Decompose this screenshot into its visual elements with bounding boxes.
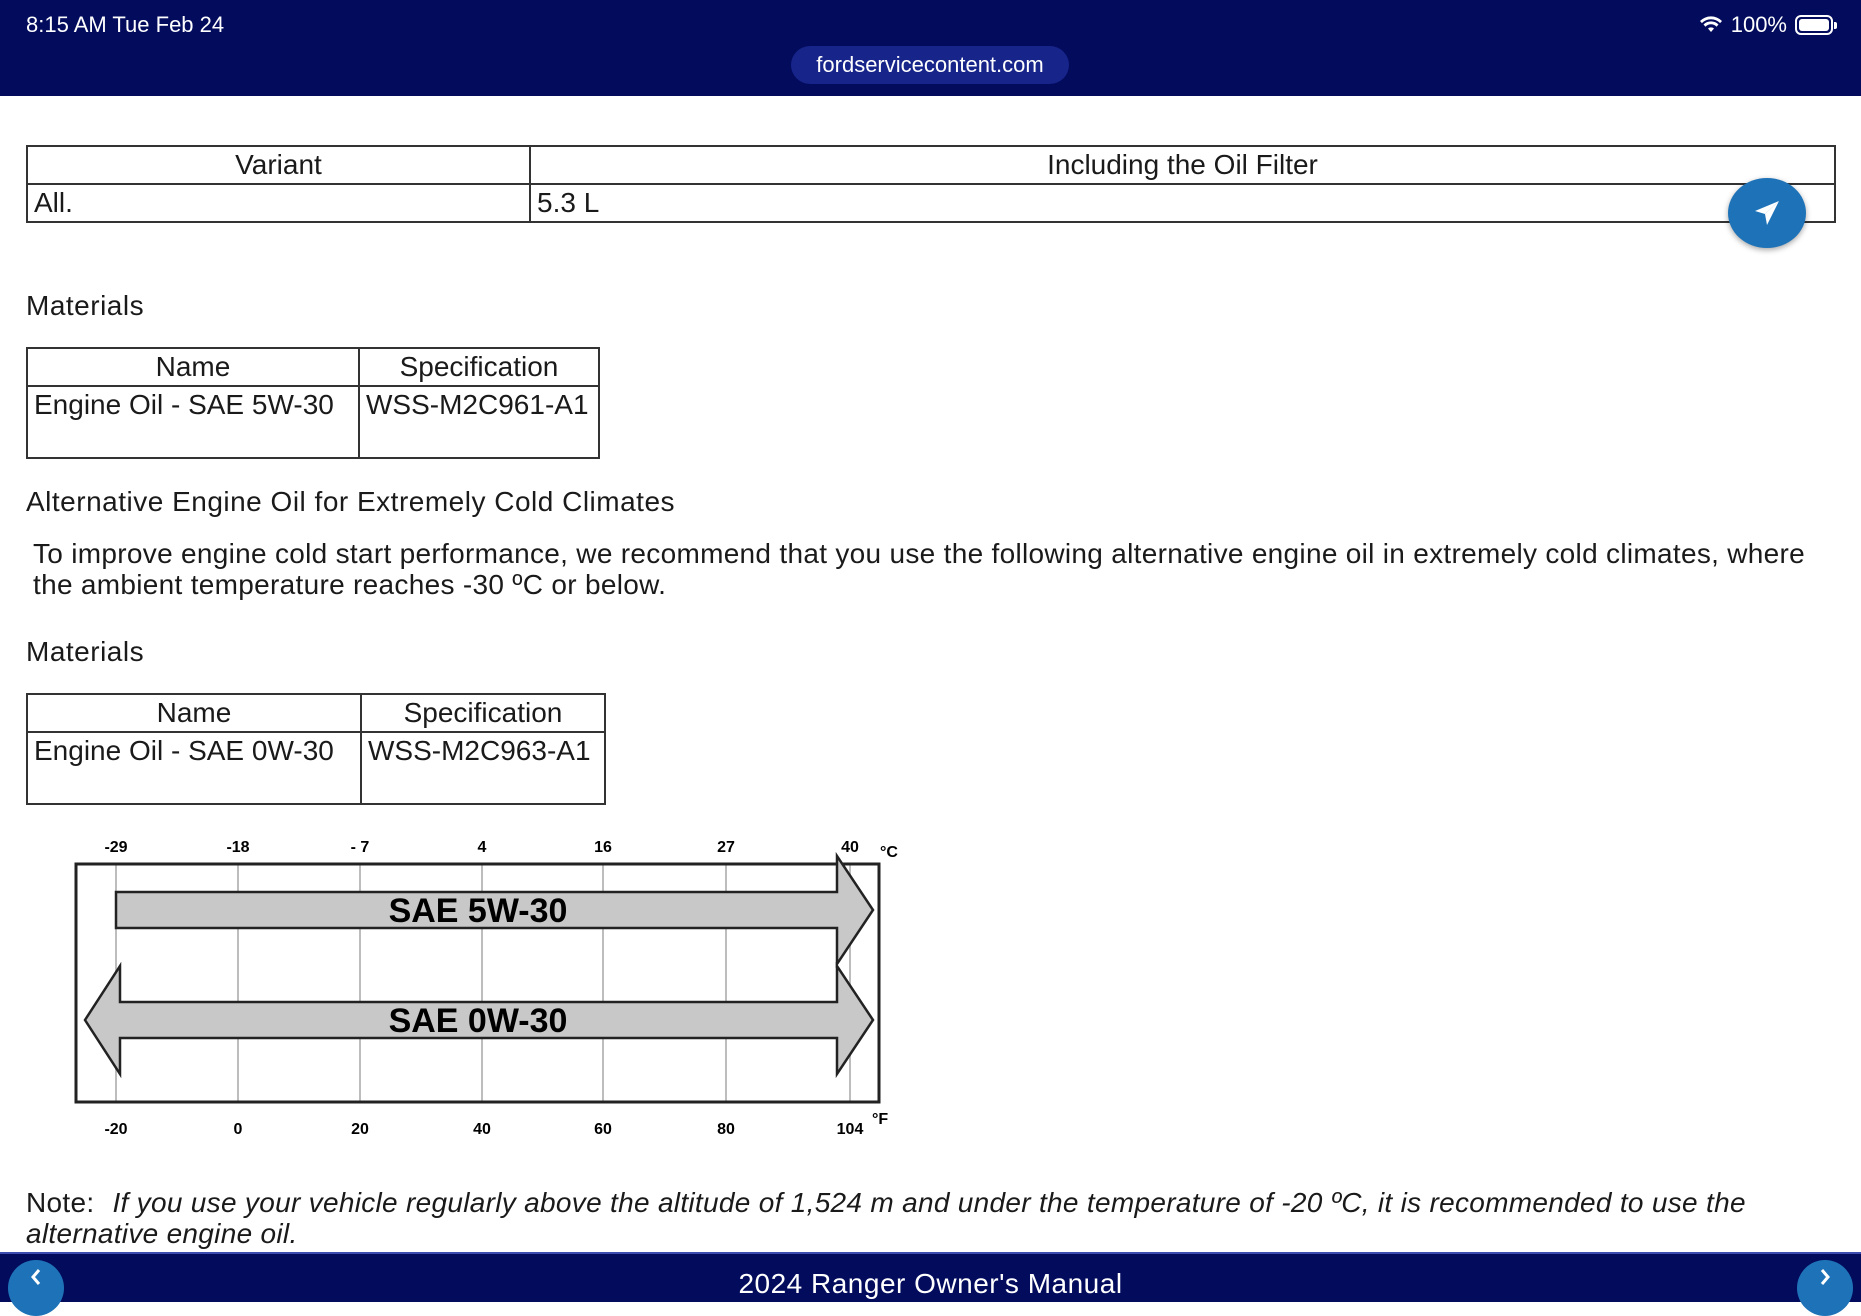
battery-icon bbox=[1795, 15, 1833, 35]
celsius-tick-label: 27 bbox=[717, 839, 735, 856]
table-cell: WSS-M2C963-A1 bbox=[361, 732, 605, 804]
viscosity-chart bbox=[70, 832, 910, 1142]
celsius-tick-label: -29 bbox=[104, 839, 128, 856]
celsius-tick-label: - 7 bbox=[350, 839, 370, 856]
table-cell: Engine Oil - SAE 0W-30 bbox=[27, 732, 361, 804]
celsius-tick-label: 40 bbox=[841, 839, 859, 856]
next-page-button[interactable] bbox=[1797, 1260, 1853, 1316]
fahrenheit-tick-label: 104 bbox=[836, 1121, 864, 1138]
fahrenheit-tick-label: 20 bbox=[351, 1121, 369, 1138]
bottom-nav-bar bbox=[0, 1252, 1861, 1302]
table-header-row bbox=[27, 146, 1835, 184]
fahrenheit-tick-label: 60 bbox=[594, 1121, 612, 1138]
table-cell: WSS-M2C961-A1 bbox=[359, 386, 599, 458]
celsius-unit-label: °C bbox=[880, 844, 898, 861]
status-time: 8:15 AM Tue Feb 24 bbox=[26, 12, 225, 37]
table-header: Name bbox=[27, 694, 361, 732]
note-text: If you use your vehicle regularly above the altitude of 1,524 m and under the temperature of -20 ºC, it is recommended to use the alternative engine oil. bbox=[26, 1187, 1746, 1249]
table-cell: All. bbox=[27, 184, 530, 222]
chevron-right-icon bbox=[1815, 1260, 1835, 1290]
table-header: Including the Oil Filter bbox=[530, 146, 1835, 184]
table-row bbox=[27, 732, 605, 804]
oil-range-label: SAE 5W-30 bbox=[388, 892, 568, 930]
table-header: Specification bbox=[361, 694, 605, 732]
note-label: Note: bbox=[26, 1187, 95, 1218]
url-text: fordservicecontent.com bbox=[816, 52, 1044, 77]
table-row bbox=[27, 386, 599, 458]
fahrenheit-tick-label: -20 bbox=[104, 1121, 128, 1138]
send-icon bbox=[1752, 198, 1782, 228]
url-bar[interactable] bbox=[791, 46, 1069, 84]
wifi-icon bbox=[1699, 16, 1723, 34]
table-row bbox=[27, 184, 1835, 222]
section-heading: Materials bbox=[26, 636, 145, 667]
status-indicators bbox=[1699, 12, 1833, 38]
section-heading: Materials bbox=[26, 290, 145, 321]
section-heading: Alternative Engine Oil for Extremely Cold Climates bbox=[26, 486, 676, 517]
table-header: Specification bbox=[359, 348, 599, 386]
table-cell: 5.3 L bbox=[530, 184, 1835, 222]
materials-table bbox=[26, 693, 606, 805]
table-cell: Engine Oil - SAE 5W-30 bbox=[27, 386, 359, 458]
table-header: Variant bbox=[27, 146, 530, 184]
share-button[interactable] bbox=[1728, 178, 1806, 248]
fahrenheit-tick-label: 40 bbox=[473, 1121, 491, 1138]
fahrenheit-unit-label: °F bbox=[872, 1111, 889, 1128]
table-header: Name bbox=[27, 348, 359, 386]
celsius-tick-label: 16 bbox=[594, 839, 612, 856]
manual-title: 2024 Ranger Owner's Manual bbox=[738, 1268, 1123, 1299]
fahrenheit-tick-label: 80 bbox=[717, 1121, 735, 1138]
note bbox=[26, 1187, 1836, 1249]
battery-percent: 100% bbox=[1730, 12, 1787, 37]
capacity-table bbox=[26, 145, 1836, 223]
materials-table bbox=[26, 347, 600, 459]
fahrenheit-tick-label: 0 bbox=[233, 1121, 243, 1138]
paragraph: To improve engine cold start performance, we recommend that you use the following alternative engine oil in extremely cold climates, where the ambient temperature reaches -30 ºC or below. bbox=[33, 538, 1806, 600]
table-header-row bbox=[27, 348, 599, 386]
celsius-tick-label: 4 bbox=[477, 839, 487, 856]
oil-range-label: SAE 0W-30 bbox=[388, 1002, 568, 1040]
celsius-tick-label: -18 bbox=[226, 839, 250, 856]
table-header-row bbox=[27, 694, 605, 732]
status-bar bbox=[0, 0, 1861, 96]
